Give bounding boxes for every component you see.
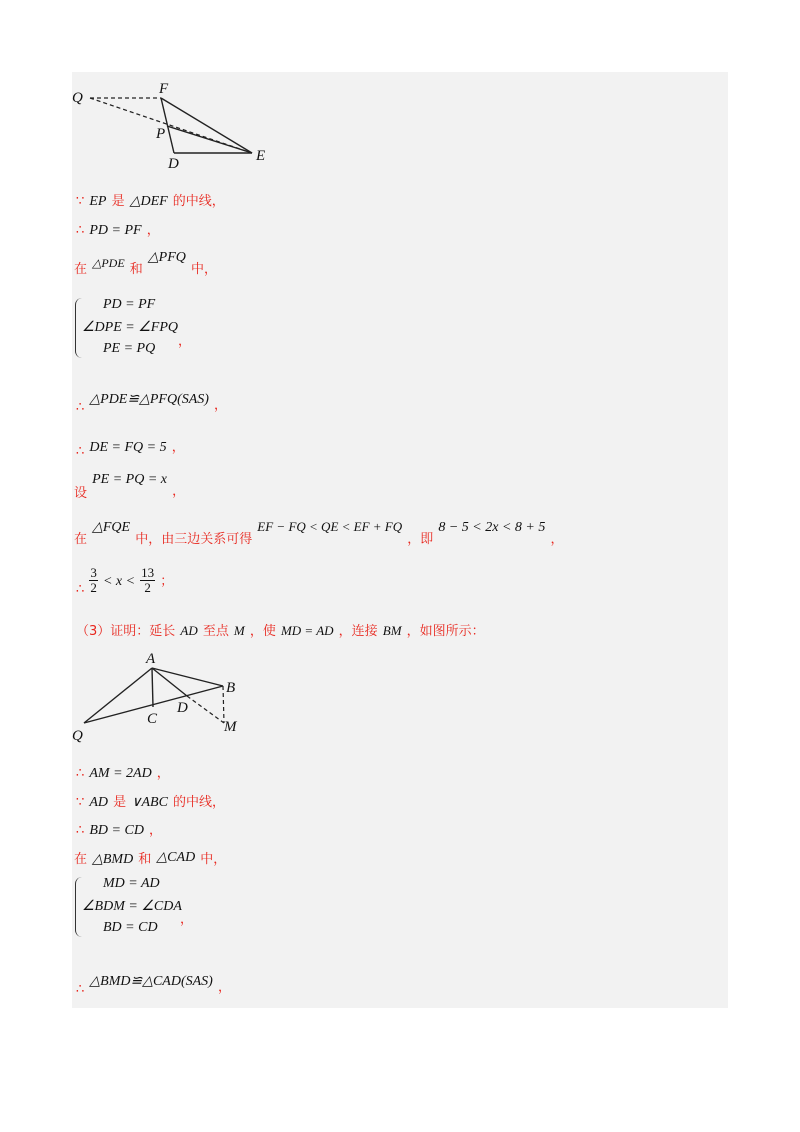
system-brace-2 bbox=[75, 877, 82, 937]
line-triangle-inequality: $_在$ △FQE $_{中,由三边关系可得}$ EF − FQ < QE < EF + FQ $_{,即}$ 8 − 5 < 2x < 8 + 5 $_,$ bbox=[74, 519, 564, 547]
label-d: D bbox=[168, 156, 179, 172]
sys1-punct: ， bbox=[178, 334, 192, 349]
segment-fe bbox=[161, 98, 252, 153]
label-c: C bbox=[147, 711, 158, 727]
segment-dm bbox=[187, 696, 224, 723]
label-d: D bbox=[177, 700, 188, 716]
line-congruence-1: $_\therefore$ △PDE≌△PFQ(SAS) $_,$ bbox=[76, 392, 228, 415]
line-in-triangles-2: 在 △BMD 和 △CAD 中， bbox=[74, 850, 227, 867]
label-m: M bbox=[224, 719, 237, 735]
label-q: Q bbox=[72, 90, 83, 106]
label-b: B bbox=[226, 680, 236, 696]
segment-bm bbox=[223, 686, 224, 723]
system-brace-1 bbox=[75, 298, 82, 358]
line-am-2ad: ∴ AM = 2AD ， bbox=[76, 766, 170, 781]
sys2-punct: ， bbox=[180, 912, 194, 927]
sys1-eq-3: PE = PQ bbox=[103, 341, 156, 356]
triangle-figure-1 bbox=[66, 78, 286, 174]
sys2-eq-1: MD = AD bbox=[103, 876, 160, 891]
line-de-fq: $_\therefore$ DE = FQ = 5 ， bbox=[76, 440, 185, 459]
triangle-figure-2 bbox=[66, 648, 266, 748]
sys2-eq-2: ∠BDM = ∠CDA bbox=[82, 899, 182, 914]
line-bd-cd: ∴ BD = CD ， bbox=[76, 823, 163, 838]
fraction-13-2: $\frac{13}{2}$ bbox=[141, 565, 155, 595]
label-q: Q bbox=[72, 728, 83, 744]
line-ep-median: ∵ EP 是 △DEF 的中线， bbox=[76, 194, 225, 209]
part3-intro: （3）证明：延长 AD 至点 M ，使 MD = AD ，连接 BM ，如图所示： bbox=[76, 623, 485, 639]
sys1-eq-2: ∠DPE = ∠FPQ bbox=[82, 320, 178, 335]
segment-qa bbox=[84, 668, 152, 723]
line-congruence-2: $_\therefore$ △BMD≌△CAD(SAS) $_,$ bbox=[76, 974, 231, 997]
sys1-eq-1: PD = PF bbox=[103, 297, 156, 312]
line-let-x: $_设$ PE = PQ = x $_,$ bbox=[74, 472, 186, 501]
fraction-3-2: $\frac{3}{2}$ bbox=[90, 565, 97, 595]
line-in-triangles-1: $_在$ △PDE $_和$ △PFQ $_{中,}$ bbox=[74, 250, 217, 277]
segment-pe bbox=[167, 126, 252, 153]
line-pd-pf: ∴ PD = PF ， bbox=[76, 223, 160, 238]
sys2-eq-3: BD = CD bbox=[103, 920, 158, 935]
label-f: F bbox=[159, 81, 169, 97]
label-e: E bbox=[256, 148, 266, 164]
segment-ac bbox=[152, 668, 153, 707]
line-x-range: $_\therefore$ $\frac{3}{2}$ < x < $\frac{13}{2}$ ； bbox=[76, 565, 174, 597]
label-p: P bbox=[156, 126, 166, 142]
label-a: A bbox=[146, 651, 156, 667]
line-ad-median: ∵ AD 是 ∨ABC 的中线， bbox=[76, 795, 226, 810]
because-symbol: ∵ bbox=[76, 194, 85, 209]
therefore-symbol: ∴ bbox=[76, 223, 85, 238]
